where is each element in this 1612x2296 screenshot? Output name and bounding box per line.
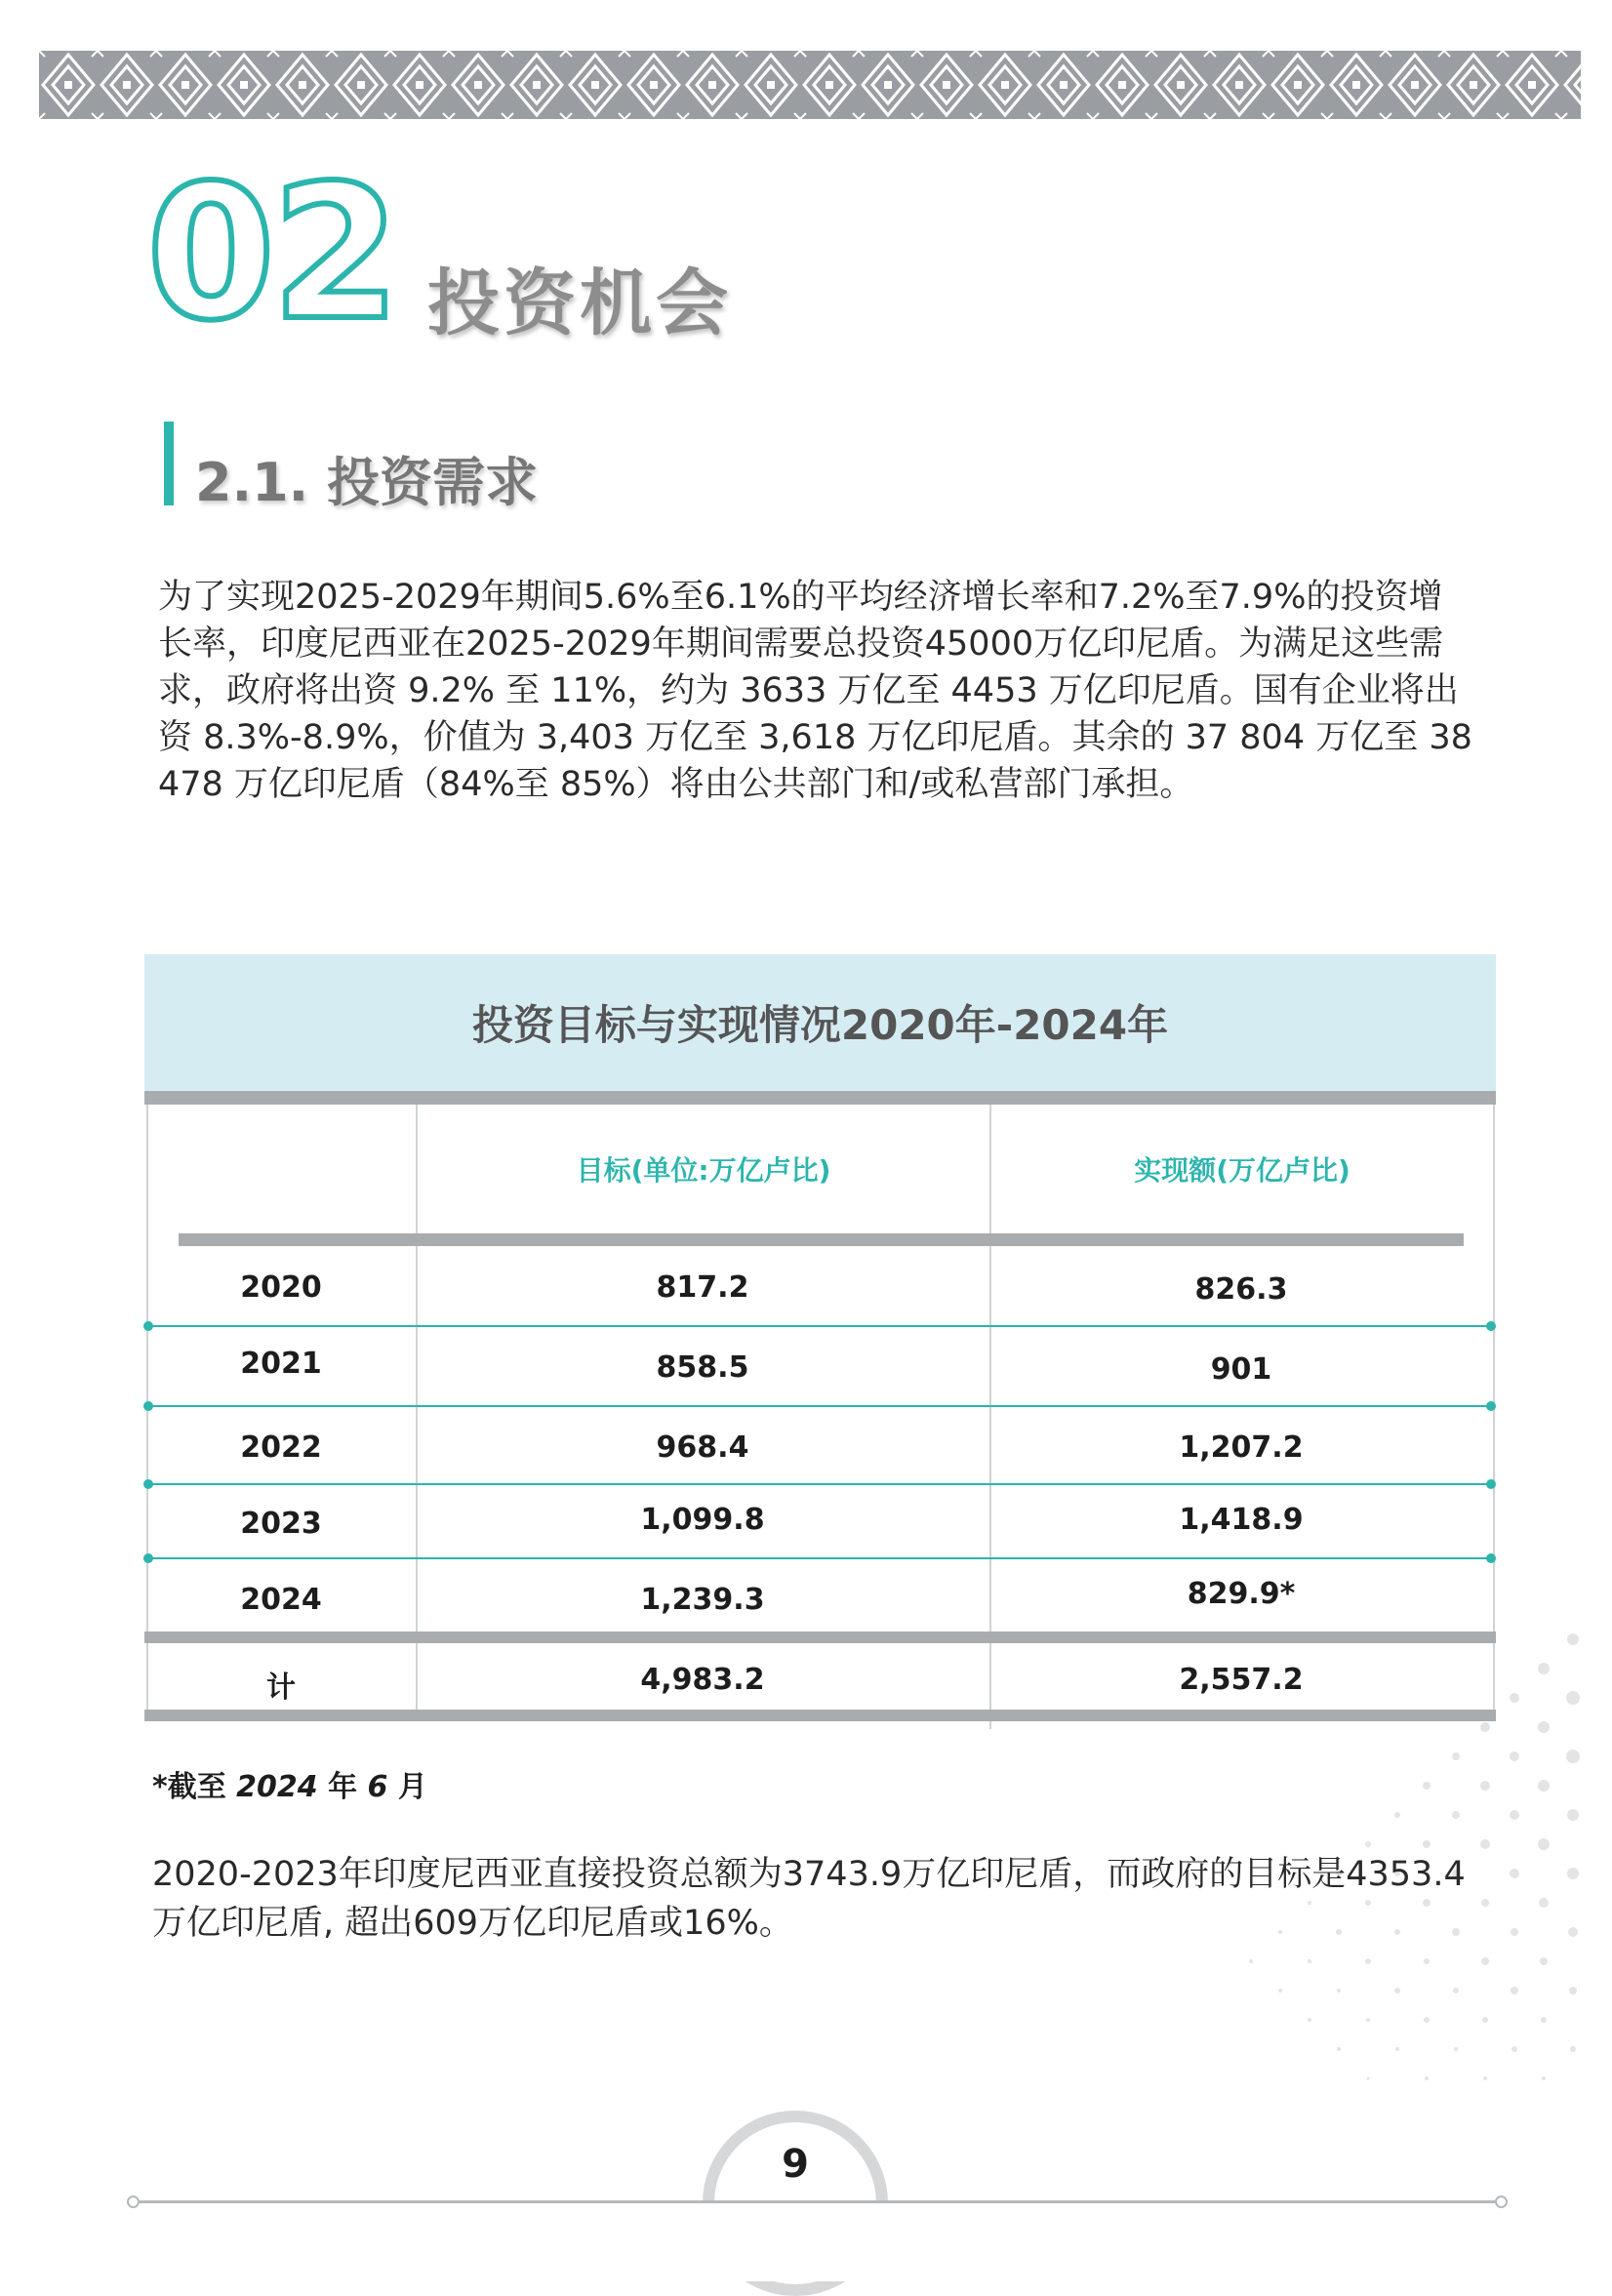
row-year-2021: 2021 — [240, 1347, 322, 1381]
total-label: 计 — [266, 1671, 296, 1705]
row-actual-2022: 1,207.2 — [1179, 1430, 1304, 1465]
chapter-number: 02 — [146, 145, 397, 361]
separator-dot — [143, 1401, 153, 1411]
separator-dot — [1486, 1401, 1496, 1411]
row-actual-2021: 901 — [1210, 1352, 1272, 1387]
total-actual: 2,557.2 — [1179, 1663, 1304, 1697]
separator-dot — [1486, 1321, 1496, 1331]
page-number: 9 — [782, 2142, 809, 2187]
footnote: *截至 2024 年 6 月 — [152, 1770, 427, 1804]
separator-dot — [1486, 1479, 1496, 1489]
column-header-actual: 实现额(万亿卢比) — [1134, 1154, 1350, 1187]
row-target-2023: 1,099.8 — [640, 1503, 765, 1537]
row-separator — [148, 1405, 1489, 1407]
row-year-2024: 2024 — [240, 1583, 322, 1617]
table-divider-1 — [416, 1105, 418, 1710]
row-actual-2023: 1,418.9 — [1179, 1503, 1304, 1537]
separator-dot — [143, 1553, 153, 1563]
row-target-2021: 858.5 — [656, 1350, 749, 1385]
chapter-title: 投资机会 — [427, 262, 732, 345]
row-separator — [148, 1557, 1489, 1559]
decorative-pattern-band — [39, 51, 1581, 119]
summary-paragraph: 2020-2023年印度尼西亚直接投资总额为3743.9万亿印尼盾，而政府的目标是4353.4万亿印尼盾, 超出609万亿印尼盾或16%。 — [152, 1855, 1466, 1943]
table-bottom-bar — [144, 1710, 1496, 1721]
row-actual-2020: 826.3 — [1194, 1272, 1288, 1307]
footer-line-end — [127, 2195, 140, 2208]
row-year-2023: 2023 — [240, 1507, 322, 1541]
footer-line-end — [1495, 2195, 1508, 2208]
row-target-2024: 1,239.3 — [640, 1583, 765, 1617]
table-title-banner — [144, 954, 1496, 1091]
separator-dot — [143, 1321, 153, 1331]
separator-dot — [143, 1479, 153, 1489]
separator-dot — [1486, 1553, 1496, 1563]
table-title: 投资目标与实现情况2020年-2024年 — [471, 1001, 1169, 1049]
row-year-2022: 2022 — [240, 1430, 322, 1465]
total-separator-bar — [144, 1631, 1496, 1643]
row-separator — [148, 1483, 1489, 1485]
header-separator-bar — [179, 1233, 1464, 1246]
total-target: 4,983.2 — [640, 1663, 765, 1697]
row-year-2020: 2020 — [240, 1270, 322, 1305]
row-actual-2024: 829.9* — [1187, 1577, 1296, 1611]
row-target-2022: 968.4 — [656, 1430, 749, 1465]
row-separator — [148, 1325, 1489, 1327]
footer-line — [133, 2200, 1503, 2203]
row-target-2020: 817.2 — [656, 1270, 749, 1305]
page-arc-mask — [683, 2203, 907, 2281]
table-top-bar — [144, 1091, 1496, 1105]
section-accent-bar — [164, 422, 174, 505]
intro-paragraph: 为了实现2025-2029年期间5.6%至6.1%的平均经济增长率和7.2%至7.9%的投资增长率，印度尼西亚在2025-2029年期间需要总投资45000万亿印尼盾。为满足这些需求，政府将出资 9.2% 至 11%，约为 3633 万亿至 4453 万亿印尼盾。国有企业将出资 8.3%-8.9%，价值为 3,403 万亿至 3,618 万亿印尼盾。其余的 37 804 万亿至 38 478 万亿印尼盾（84%至 85%）将由公共部门和/或私营部门承担。 — [158, 578, 1472, 804]
column-header-target: 目标(单位:万亿卢比) — [576, 1154, 831, 1187]
section-title: 2.1. 投资需求 — [195, 452, 538, 513]
